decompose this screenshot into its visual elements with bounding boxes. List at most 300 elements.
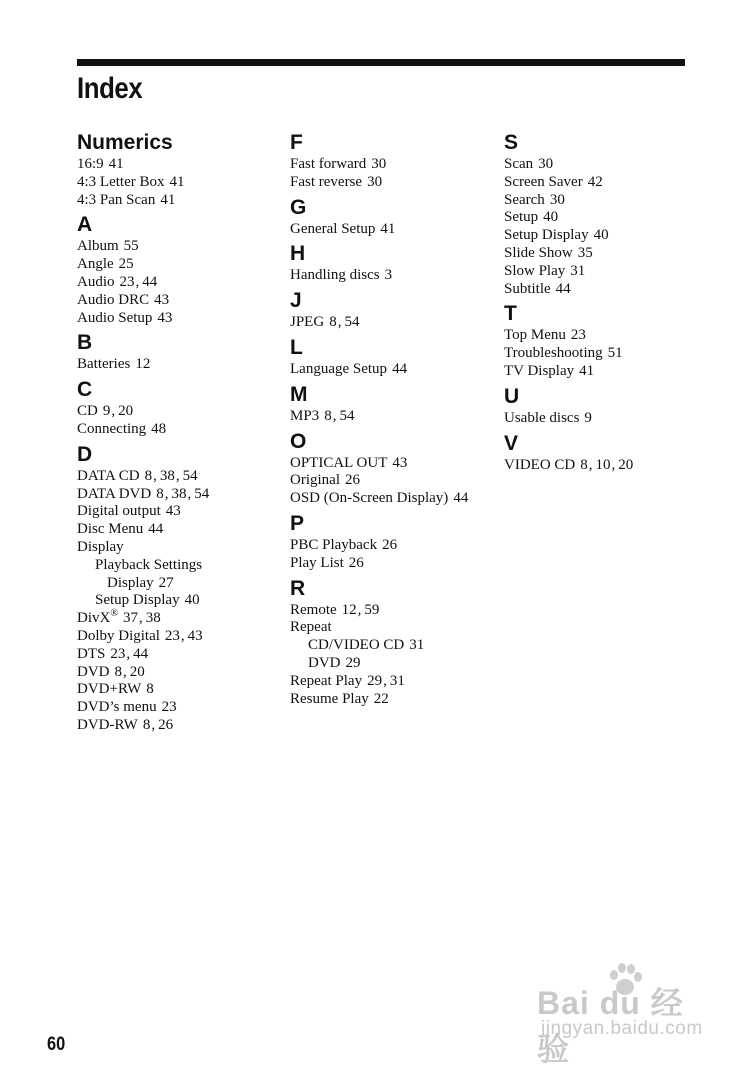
entry-term: Dolby Digital: [77, 627, 160, 644]
page-ref: 44: [148, 521, 164, 538]
entry-term: Original: [290, 472, 340, 489]
page-refs: [103, 403, 133, 419]
page-separator: ,: [123, 663, 127, 680]
entry-term: Language Setup: [290, 360, 388, 377]
entry-term: PBC Playback: [290, 536, 378, 553]
index-entry: [290, 174, 495, 192]
entry-term: Connecting: [77, 420, 147, 437]
page-ref: 30: [538, 156, 554, 172]
index-entry: [290, 602, 495, 620]
page-separator: ,: [332, 407, 337, 424]
section-letter: V: [504, 431, 519, 455]
entry-term: DVD+RW: [77, 681, 142, 698]
page-ref: 22: [373, 690, 389, 707]
section-letter: A: [77, 213, 93, 237]
entry-term: DTS: [77, 645, 106, 662]
index-entry: [77, 156, 282, 174]
page-ref: 23: [161, 699, 177, 716]
entry-term: Setup: [504, 209, 539, 226]
page-ref: 43: [392, 454, 408, 471]
index-entry: [290, 361, 495, 379]
entry-term: Troubleshooting: [504, 345, 603, 362]
page-refs: [165, 628, 203, 644]
page-ref: 12: [135, 356, 151, 373]
page-ref: 30: [371, 156, 387, 172]
index-entry: [290, 537, 495, 555]
index-entry: [504, 363, 709, 381]
page-ref: 54: [339, 407, 355, 424]
page-ref: 40: [543, 209, 559, 226]
index-entry: [290, 655, 495, 673]
index-entry: [290, 673, 495, 691]
page-separator: ,: [357, 601, 362, 618]
page-refs: [146, 681, 154, 697]
entry-term: MP3: [290, 407, 320, 424]
index-section: [504, 384, 709, 428]
page-ref: 41: [579, 362, 595, 379]
page-ref: 41: [160, 191, 176, 208]
page-ref: 8: [146, 681, 154, 698]
entry-term: Batteries: [77, 356, 131, 373]
page-refs: [109, 156, 124, 172]
page-refs: [550, 192, 565, 208]
entry-term: Audio Setup: [77, 309, 153, 326]
page-ref: 41: [108, 156, 124, 172]
entry-term: Slide Show: [504, 244, 573, 261]
section-letter: Numerics: [77, 131, 173, 154]
index-section: [77, 212, 282, 327]
page-refs: [594, 227, 609, 243]
page-refs: [329, 314, 359, 330]
index-entry: [77, 421, 282, 439]
page-ref: 3: [384, 267, 393, 284]
page-refs: [371, 156, 386, 172]
page-ref: 37: [122, 610, 138, 627]
entry-term: Display: [107, 574, 154, 591]
index-entry: [290, 472, 495, 490]
index-section: [504, 301, 709, 380]
index-section: [77, 330, 282, 374]
page-ref: 23: [570, 327, 586, 344]
page-refs: [409, 637, 424, 653]
entry-term: CD/VIDEO CD: [308, 637, 405, 654]
page-ref: 8: [156, 485, 164, 502]
page-ref: 20: [618, 456, 634, 473]
page-refs: [584, 410, 592, 426]
page-refs: [185, 592, 200, 608]
baidu-watermark: [535, 960, 715, 1067]
index-entry: [77, 310, 282, 328]
index-entry: [504, 209, 709, 227]
entry-term: CD: [77, 403, 98, 420]
entry-term: Slow Play: [504, 262, 566, 279]
page-separator: ,: [138, 610, 143, 627]
page-refs: [154, 292, 169, 308]
section-letter: L: [290, 335, 303, 359]
page-ref: 8: [324, 407, 332, 424]
entry-term: Usable discs: [504, 409, 580, 426]
index-entry: [77, 646, 282, 664]
section-letter: U: [504, 384, 520, 408]
page-separator: ,: [111, 403, 116, 420]
index-entry: [77, 539, 282, 557]
entry-term: Remote: [290, 601, 337, 618]
index-entry: [77, 592, 282, 610]
page-ref: 51: [607, 345, 623, 362]
entry-term: TV Display: [504, 362, 575, 379]
page-ref: 8: [329, 314, 337, 331]
page-separator: ,: [164, 485, 169, 502]
page-separator: ,: [337, 314, 342, 331]
page-separator: ,: [151, 716, 156, 733]
page-separator: ,: [153, 467, 157, 484]
page-ref: 41: [380, 220, 396, 237]
page-ref: 41: [169, 173, 185, 190]
entry-term: Search: [504, 191, 545, 208]
entry-term: Scan: [504, 156, 534, 172]
page-refs: [571, 327, 586, 343]
page-ref: 29: [367, 672, 383, 689]
page-ref: 38: [145, 610, 161, 627]
page-refs: [124, 238, 139, 254]
index-column-1: [77, 130, 282, 736]
index-entry: [77, 575, 282, 593]
page-refs: [385, 267, 393, 283]
index-entry: [504, 410, 709, 428]
entry-term: DVD: [308, 654, 341, 671]
index-entry: [290, 156, 495, 174]
entry-term: Resume Play: [290, 690, 369, 707]
index-entry: [504, 327, 709, 345]
section-letter: O: [290, 429, 307, 453]
page-refs: [346, 655, 361, 671]
index-entry: [504, 263, 709, 281]
page-ref: 44: [555, 280, 571, 297]
entry-term: Disc Menu: [77, 521, 144, 538]
entry-term: Audio DRC: [77, 291, 150, 308]
page-ref: 55: [123, 238, 139, 255]
page-ref: 43: [165, 503, 181, 520]
section-letter: P: [290, 511, 305, 535]
page-refs: [157, 310, 172, 326]
section-letter: R: [290, 576, 306, 600]
index-entry: [77, 717, 282, 735]
page-ref: 38: [171, 485, 187, 502]
entry-term: Repeat: [290, 619, 332, 636]
page-ref: 8: [114, 663, 122, 680]
index-entry: [504, 457, 709, 475]
section-letter: G: [290, 195, 307, 219]
page-ref: 30: [549, 191, 565, 208]
index-section: [77, 442, 282, 735]
index-column-2: [290, 130, 495, 709]
index-entry: [504, 345, 709, 363]
page-refs: [135, 356, 150, 372]
page-ref: 23: [110, 645, 126, 662]
page-ref: 44: [392, 360, 408, 377]
header-rule: [77, 59, 685, 66]
section-letter: T: [504, 302, 517, 326]
page-ref: 20: [118, 403, 134, 420]
index-column-3: [504, 130, 709, 475]
entry-term: Album: [77, 238, 119, 255]
entry-term: 16:9: [77, 156, 104, 172]
entry-term: Handling discs: [290, 267, 380, 284]
index-entry: [504, 227, 709, 245]
page-ref: 54: [182, 467, 198, 484]
entry-term: VIDEO CD: [504, 456, 576, 473]
page-ref: 42: [587, 173, 603, 190]
page-refs: [543, 209, 558, 225]
index-entry: [77, 192, 282, 210]
page-ref: 23: [119, 273, 135, 290]
section-letter: H: [290, 242, 306, 266]
index-section: [504, 431, 709, 475]
index-section: [290, 195, 495, 239]
entry-term: DATA DVD: [77, 485, 152, 502]
page-separator: ,: [588, 456, 593, 473]
entry-term: DivX: [77, 610, 111, 627]
index-entry: [77, 292, 282, 310]
section-letter: S: [504, 131, 519, 154]
page-refs: [324, 408, 354, 424]
index-section: [290, 511, 495, 573]
page-ref: 30: [367, 173, 383, 190]
page-refs: [453, 490, 468, 506]
entry-term: Play List: [290, 554, 344, 571]
page-ref: 20: [129, 663, 145, 680]
page-refs: [392, 361, 407, 377]
index-entry: [77, 174, 282, 192]
page-ref: 43: [157, 309, 173, 326]
page-separator: ,: [135, 273, 140, 290]
page-refs: [115, 664, 145, 680]
index-entry: [290, 314, 495, 332]
page-refs: [143, 717, 173, 733]
entry-term: Subtitle: [504, 280, 551, 297]
page-refs: [119, 256, 134, 272]
index-entry: [77, 610, 282, 628]
entry-term: OPTICAL OUT: [290, 454, 388, 471]
index-section: [504, 130, 709, 298]
page-ref: 26: [345, 472, 360, 489]
page-number: 60: [47, 1034, 66, 1055]
entry-term: Display: [77, 538, 124, 555]
page-refs: [374, 691, 389, 707]
page-ref: 31: [409, 637, 425, 654]
page-ref: 40: [593, 227, 609, 244]
page-refs: [349, 555, 364, 571]
page-ref: 43: [187, 627, 203, 644]
index-entry: [77, 628, 282, 646]
index-entry: [77, 238, 282, 256]
entry-term: Digital output: [77, 503, 161, 520]
page-refs: [588, 174, 603, 190]
page-ref: 31: [570, 262, 586, 279]
entry-term: Screen Saver: [504, 173, 583, 190]
page-separator: ,: [126, 645, 131, 662]
page-title: Index: [77, 72, 143, 105]
registered-mark: ®: [110, 608, 118, 620]
page-ref: 12: [341, 601, 357, 618]
page-refs: [151, 421, 166, 437]
page-ref: 10: [595, 456, 611, 473]
page-refs: [367, 673, 405, 689]
entry-term: DVD-RW: [77, 716, 138, 733]
page-refs: [570, 263, 585, 279]
index-section: [290, 288, 495, 332]
index-entry: [290, 637, 495, 655]
index-entry: [77, 503, 282, 521]
page-ref: 26: [382, 536, 398, 553]
index-entry: [77, 256, 282, 274]
watermark-url: jingyan.baidu.com: [541, 1018, 703, 1039]
index-section: [290, 241, 495, 285]
page-refs: [556, 281, 571, 297]
page-refs: [538, 156, 553, 172]
entry-term: 4:3 Pan Scan: [77, 191, 156, 208]
index-entry: [77, 557, 282, 575]
entry-term: DVD’s menu: [77, 699, 157, 716]
index-entry: [77, 356, 282, 374]
entry-term: Setup Display: [95, 592, 180, 609]
page-refs: [578, 245, 593, 261]
index-entry: [290, 691, 495, 709]
index-entry: [504, 156, 709, 174]
section-letter: M: [290, 382, 308, 406]
page-refs: [148, 521, 163, 537]
page-ref: 23: [164, 627, 180, 644]
page-refs: [342, 602, 380, 618]
index-section: [290, 576, 495, 709]
page-ref: 25: [118, 256, 134, 273]
index-section: [290, 382, 495, 426]
entry-term: Playback Settings: [95, 556, 203, 573]
section-letter: B: [77, 331, 93, 355]
entry-term: DVD: [77, 663, 110, 680]
page-refs: [367, 174, 382, 190]
entry-term: OSD (On-Screen Display): [290, 490, 449, 507]
page-ref: 59: [364, 601, 380, 618]
page-separator: ,: [175, 467, 180, 484]
page-refs: [123, 610, 161, 626]
page-refs: [579, 363, 594, 379]
page-refs: [159, 575, 174, 591]
index-entry: [77, 699, 282, 717]
page-ref: 8: [580, 456, 588, 473]
entry-term: JPEG: [290, 314, 325, 331]
page-ref: 43: [154, 291, 170, 308]
page-ref: 9: [102, 403, 111, 420]
index-section: [290, 429, 495, 508]
page-ref: 27: [158, 574, 174, 591]
entry-term: Audio: [77, 273, 115, 290]
page-refs: [145, 468, 198, 484]
page-ref: 38: [159, 467, 175, 484]
index-entry: [504, 281, 709, 299]
page-refs: [580, 457, 633, 473]
page-ref: 26: [158, 716, 174, 733]
index-entry: [77, 486, 282, 504]
page-separator: ,: [180, 627, 185, 644]
index-entry: [77, 681, 282, 699]
index-entry: [290, 267, 495, 285]
page-separator: ,: [611, 456, 616, 473]
index-entry: [290, 455, 495, 473]
index-entry: [504, 174, 709, 192]
page-refs: [160, 192, 175, 208]
page-ref: 48: [151, 420, 167, 437]
index-section: [290, 335, 495, 379]
page-ref: 54: [194, 485, 210, 502]
entry-term: DATA CD: [77, 467, 140, 484]
entry-term: Angle: [77, 256, 114, 273]
page-refs: [392, 455, 407, 471]
page-separator: ,: [383, 672, 387, 689]
page-ref: 31: [389, 672, 405, 689]
page-refs: [382, 537, 397, 553]
page-refs: [120, 274, 158, 290]
page-refs: [608, 345, 623, 361]
entry-term: Top Menu: [504, 327, 566, 344]
page-ref: 9: [584, 409, 592, 426]
index-section: [77, 377, 282, 439]
page-ref: 40: [184, 592, 200, 609]
page-ref: 8: [144, 467, 153, 484]
page-separator: ,: [187, 485, 192, 502]
index-entry: [504, 245, 709, 263]
index-entry: [290, 490, 495, 508]
page-ref: 26: [348, 554, 364, 571]
index-entry: [290, 619, 495, 637]
entry-term: 4:3 Letter Box: [77, 173, 165, 190]
index-entry: [290, 221, 495, 239]
index-entry: [77, 403, 282, 421]
index-entry: [77, 521, 282, 539]
index-entry: [77, 468, 282, 486]
page-ref: 35: [577, 244, 593, 261]
page-ref: 44: [142, 273, 158, 290]
page-refs: [169, 174, 184, 190]
watermark-brand: Bai du 经验: [537, 985, 684, 1067]
entry-term: Fast forward: [290, 156, 367, 172]
section-letter: D: [77, 442, 93, 466]
page-ref: 29: [345, 654, 361, 671]
index-entry: [77, 664, 282, 682]
page-refs: [156, 486, 209, 502]
page-ref: 8: [142, 716, 151, 733]
page-ref: 44: [133, 645, 149, 662]
page-refs: [380, 221, 395, 237]
index-entry: [290, 555, 495, 573]
section-letter: F: [290, 131, 303, 154]
section-letter: C: [77, 378, 93, 402]
entry-term: Setup Display: [504, 227, 589, 244]
page-refs: [162, 699, 177, 715]
page-refs: [110, 646, 148, 662]
page-refs: [166, 503, 181, 519]
index-section: [290, 130, 495, 192]
page-refs: [345, 472, 360, 488]
page-ref: 54: [344, 314, 360, 331]
index-entry: [290, 408, 495, 426]
section-letter: J: [290, 289, 302, 313]
index-entry: [77, 274, 282, 292]
index-entry: [504, 192, 709, 210]
index-section: [77, 130, 282, 209]
entry-term: Fast reverse: [290, 173, 363, 190]
entry-term: Repeat Play: [290, 672, 363, 689]
